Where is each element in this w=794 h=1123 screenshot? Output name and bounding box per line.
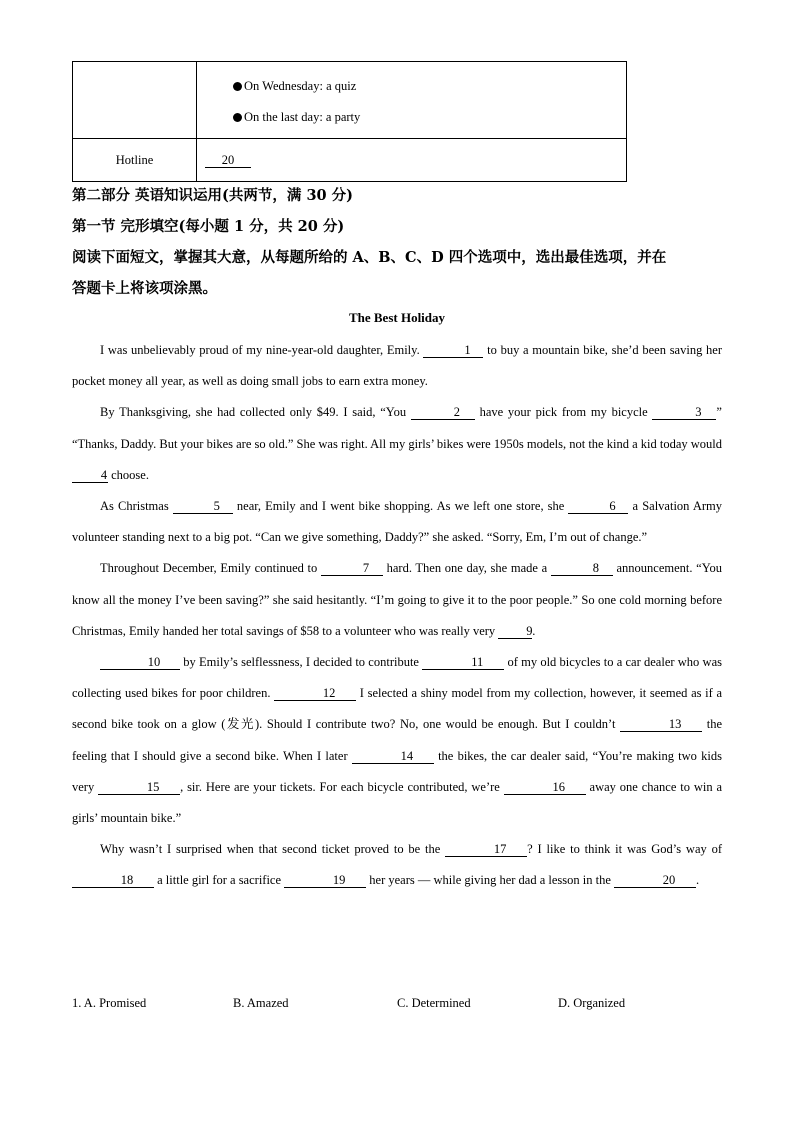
blank: 14 [352, 749, 434, 764]
option-b: B. Amazed [233, 996, 289, 1010]
table-row [73, 62, 627, 139]
blank: 18 [72, 873, 154, 888]
blank: 12 [274, 686, 356, 701]
blank: 6 [568, 499, 628, 514]
blank: 8 [551, 561, 613, 576]
table-label-cell: Hotline [73, 139, 197, 182]
option-c: C. Determined [397, 996, 471, 1010]
blank: 17 [445, 842, 527, 857]
blank: 7 [321, 561, 383, 576]
paragraph: Why wasn’t I surprised when that second ticket proved to be the 17 ? I like to think it was God’s way of 18 a little girl for a sacrifice 19 her years — while giving her dad a lesson in the 20 . [72, 834, 722, 896]
paragraph: By Thanksgiving, she had collected only $49. I said, “You 2 have your pick from my bicycle 3 ” “Thanks, Daddy. But your bikes are so old.” She was right. All my girls’ bikes were 1950s models, not the kind a kid today would 4 choose. [72, 405, 722, 482]
bullet-icon [233, 82, 242, 91]
paragraph: As Christmas 5 near, Emily and I went bike shopping. As we left one store, she 6 a Salvation Army volunteer standing next to a big pot. “Can we give something, Daddy?” she asked. “Sorry, Em, I’m out of change.” [72, 499, 722, 545]
section-heading: 第一节 完形填空(每小题 1 分，共 20 分) [72, 218, 345, 235]
option-a: 1. A. Promised [72, 996, 147, 1010]
part-heading: 第二部分 英语知识运用(共两节，满 30 分) [72, 187, 354, 204]
list-item: On Wednesday: a quiz [233, 71, 626, 102]
passage-title: The Best Holiday [348, 310, 446, 325]
table-row [73, 139, 627, 182]
blank: 9 [498, 624, 532, 639]
table-value-cell [197, 139, 627, 182]
bullet-icon [233, 113, 242, 122]
event-info-table [72, 61, 627, 182]
blank: 20 [614, 873, 696, 888]
paragraph: I was unbelievably proud of my nine-year-old daughter, Emily. 1 to buy a mountain bike, she’d been saving her pocket money all year, as well as doing small jobs to earn extra money. [72, 343, 723, 389]
question-1-options [72, 996, 722, 1016]
blank: 13 [620, 717, 702, 732]
paragraph: 10 by Emily’s selflessness, I decided to contribute 11 of my old bicycles to a car dealer who was collecting used bikes for poor children. 12 I selected a shiny model from my collection, however, it seemed as if a second bike took on a glow (发光). Should I contribute two? No, one would be enough. But I couldn’t 13 the feeling that I should give a second bike. When I later 14 the bikes, the car dealer said, “You’re making two kids very 15 , sir. Here are your tickets. For each bicycle contributed, we’re 16 away one chance to win a girls’ mountain bike.” [72, 655, 722, 826]
blank: 1 [423, 343, 483, 358]
blank: 4 [72, 468, 108, 483]
paragraph: Throughout December, Emily continued to 7 hard. Then one day, she made a 8 announcement. “You know all the money I’ve been saving?” she said hesitantly. “I’m going to give it to the poor people.” So one cold morning before Christmas, Emily handed her total savings of $58 to a volunteer who was really very 9. [72, 561, 722, 638]
list-item: On the last day: a party [233, 102, 626, 133]
blank: 3 [652, 405, 716, 420]
blank: 5 [173, 499, 233, 514]
blank: 16 [504, 780, 586, 795]
blank: 10 [100, 655, 180, 670]
blank: 11 [422, 655, 504, 670]
instruction-line-2: 答题卡上将该项涂黑。 [72, 280, 217, 297]
table-label-cell [73, 62, 197, 139]
passage-body [72, 335, 722, 897]
blank: 2 [411, 405, 475, 420]
hotline-blank: 20 [205, 153, 251, 168]
instruction-line-1: 阅读下面短文，掌握其大意，从每题所给的 A、B、C、D 四个选项中，选出最佳选项，并在 [72, 249, 667, 266]
option-d: D. Organized [558, 996, 626, 1010]
blank: 15 [98, 780, 180, 795]
table-value-cell [197, 62, 627, 139]
blank: 19 [284, 873, 366, 888]
